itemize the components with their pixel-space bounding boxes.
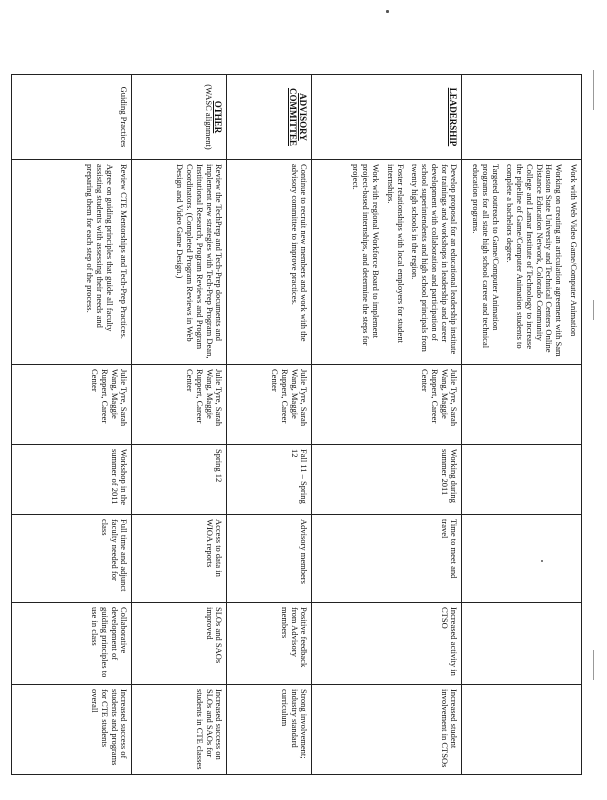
outcome-cell: Increased success of students and programs for CTE students overall (12, 685, 132, 775)
who-cell: Julie Tyre, Sarah Wang, Maggie Ruppert, Career Center (12, 365, 132, 445)
activity-text: Develop proposal for an educational leadership institute for trainings and workshops in leadership and career development with collaboration and participation of school superintendents and high school principals from twenty high schools in the region. (410, 164, 460, 355)
scan-edge-mark (593, 650, 594, 680)
when-cell (462, 445, 582, 515)
outcome-cell: Strong involvement; industry standard curriculum (227, 685, 312, 775)
evaluation-cell: Increased activity in CTSO (312, 603, 462, 685)
resources-cell: Advisory members (227, 515, 312, 603)
when-cell: Spring 12 (132, 445, 227, 515)
area-label: Guiding Practices (119, 86, 130, 148)
who-cell: Julie Tyre, Sarah Wang, Maggie Ruppert, Career Center (312, 365, 462, 445)
evaluation-cell: Positive feedback from Advisory members (227, 603, 312, 685)
table-row (462, 75, 582, 775)
activity-text: Foster relationships with local employers for student internships. (385, 164, 406, 343)
when-cell: Fall 11 – Spring 12 (227, 445, 312, 515)
area-label: LEADERSHIP (448, 87, 459, 147)
table-row (312, 75, 462, 775)
when-cell: Working during summer 2011 (312, 445, 462, 515)
evaluation-cell: Collaborative development of guiding principles to use in class (12, 603, 132, 685)
activity-text: Work with regional Workforce Board to implement project-based internships, and determine the steps for project. (351, 164, 381, 346)
rotated-document-page (62, 74, 582, 774)
when-cell: Workshop in the summer of 2011 (12, 445, 132, 515)
who-cell: Julie Tyre, Sarah Wang, Maggie Ruppert, Career Center (132, 365, 227, 445)
area-cell (312, 75, 462, 160)
scan-speck (386, 10, 389, 13)
activity-text: Work with Web Video Game/Computer Animation (569, 164, 579, 337)
scan-edge-mark (593, 300, 594, 320)
resources-cell: Access to data in WIOA reports (132, 515, 227, 603)
activity-text: Working on creating an articulation agreement with Sam Houston State University and Technical Centers Online Distance Education Network, Colorado Community College and Lamar Institute of Technology to increase the pipeline of Game/Computer Animation students to complete a bachelors degree. (505, 164, 565, 357)
area-cell (462, 75, 582, 160)
activities-cell (312, 160, 462, 365)
activity-text: Continue to recruit new members and work with the advisory committee to improve practices. (289, 164, 310, 342)
area-cell (227, 75, 312, 160)
table-row (227, 75, 312, 775)
outcome-cell: Increased student involvement in CTSOs (312, 685, 462, 775)
action-plan-table (11, 74, 582, 775)
outcome-cell: Increased success on SLOs and SAOs for students in CTE classes (132, 685, 227, 775)
evaluation-cell: SLOs and SAOs improved (132, 603, 227, 685)
outcome-cell (462, 685, 582, 775)
area-label: OTHER (213, 100, 224, 134)
activities-cell (132, 160, 227, 365)
activity-text: Targeted outreach to Game/Computer Animation programs for all state high school career and technical education programs. (471, 164, 501, 349)
area-sublabel: (WASC alignment) (204, 84, 214, 150)
resources-cell: Full time and adjunct faculty needed for class (12, 515, 132, 603)
resources-cell (462, 515, 582, 603)
activities-cell (12, 160, 132, 365)
who-cell: Julie Tyre, Sarah Wang, Maggie Ruppert, Career Center (227, 365, 312, 445)
who-cell (462, 365, 582, 445)
activities-cell (227, 160, 312, 365)
table-row (132, 75, 227, 775)
activity-text: Review CTE Mentorships and Tech-Prep Practices. (119, 164, 130, 339)
area-label: ADVISORY COMMITTEE (288, 87, 309, 146)
area-cell (12, 75, 132, 160)
scan-speck (541, 560, 543, 562)
evaluation-cell (462, 603, 582, 685)
activity-text: Review the TechPrep and Tech-Prep documents and implement new strategies with Tech-Prep Program Dean, Institutional Research, Program Reviews and Program Coordinators. (Completed Program Reviews in Web Design and Video Game Design.) (175, 164, 225, 359)
area-cell (132, 75, 227, 160)
table-row (12, 75, 132, 775)
resources-cell: Time to meet and travel (312, 515, 462, 603)
activities-cell (462, 160, 582, 365)
scan-edge-mark (593, 70, 594, 110)
activity-text: Agree on guiding principles that guide all faculty assisting students with assessing their needs and preparing them for each step of the process. (85, 164, 115, 332)
